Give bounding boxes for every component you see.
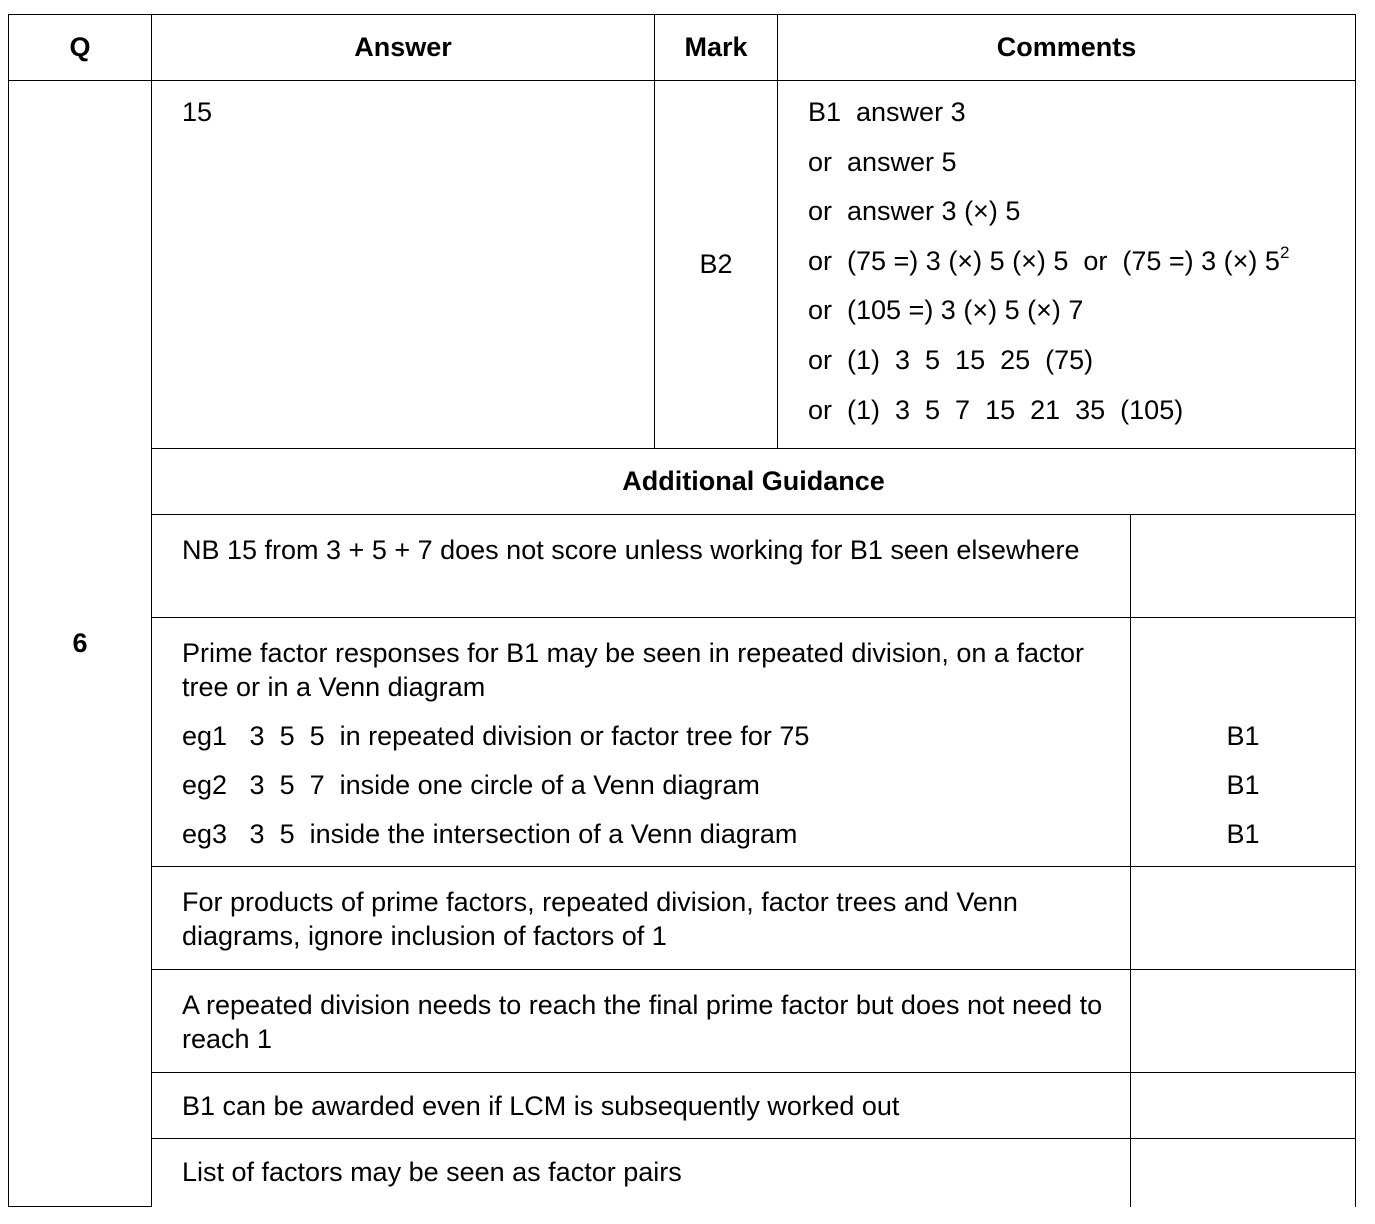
guidance-mark-empty xyxy=(1131,1073,1356,1139)
answer-row xyxy=(9,81,1356,449)
example-mark: B1 xyxy=(1226,770,1260,800)
mark-scheme-table xyxy=(8,14,1356,1207)
answer-cell: 15 xyxy=(152,81,655,449)
guidance-example-marks xyxy=(1131,618,1356,867)
guidance-header-row xyxy=(9,449,1356,515)
guidance-row xyxy=(9,970,1356,1073)
question-number: 6 xyxy=(9,81,152,1207)
comment-line: or (1) 3 5 7 15 21 35 (105) xyxy=(808,394,1184,425)
guidance-prime-factor-intro: Prime factor responses for B1 may be seen in repeated division, on a factor tree or in a Venn diagram xyxy=(182,638,1084,702)
guidance-mark-empty xyxy=(1131,970,1356,1073)
comment-line: or answer 3 (×) 5 xyxy=(808,196,1021,227)
mark-cell: B2 xyxy=(655,81,778,449)
guidance-nb: NB 15 from 3 + 5 + 7 does not score unless working for B1 seen elsewhere xyxy=(152,515,1131,618)
comment-line-with-power xyxy=(808,244,1355,294)
comment-superscript: 2 xyxy=(1279,242,1290,262)
header-comments: Comments xyxy=(778,15,1356,81)
example-mark: B1 xyxy=(1226,819,1260,849)
header-answer: Answer xyxy=(152,15,655,81)
guidance-row xyxy=(9,867,1356,970)
guidance-example: eg2 3 5 7 inside one circle of a Venn diagram xyxy=(182,770,760,800)
comment-line: B1 answer 3 xyxy=(808,97,966,127)
guidance-lcm-note: B1 can be awarded even if LCM is subsequently worked out xyxy=(152,1073,1131,1139)
guidance-example: eg3 3 5 inside the intersection of a Venn diagram xyxy=(182,819,798,849)
guidance-mark-empty xyxy=(1131,867,1356,970)
comment-line: or (105 =) 3 (×) 5 (×) 7 xyxy=(808,295,1084,326)
example-mark: B1 xyxy=(1226,721,1260,751)
header-row xyxy=(9,15,1356,81)
guidance-products-note: For products of prime factors, repeated division, factor trees and Venn diagrams, ignore inclusion of factors of 1 xyxy=(152,867,1131,970)
guidance-row xyxy=(9,515,1356,618)
guidance-mark-empty xyxy=(1131,515,1356,618)
guidance-example: eg1 3 5 5 in repeated division or factor tree for 75 xyxy=(182,721,810,751)
comment-line-text: or (75 =) 3 (×) 5 (×) 5 or (75 =) 3 (×) 5 xyxy=(808,245,1280,276)
additional-guidance-title: Additional Guidance xyxy=(152,449,1356,515)
header-q: Q xyxy=(9,15,152,81)
comment-line: or answer 5 xyxy=(808,146,957,177)
guidance-factor-pairs-note: List of factors may be seen as factor pairs xyxy=(152,1139,1131,1207)
guidance-prime-factors xyxy=(152,618,1131,867)
guidance-row xyxy=(9,618,1356,867)
guidance-row xyxy=(9,1139,1356,1207)
comment-line: or (1) 3 5 15 25 (75) xyxy=(808,344,1094,375)
guidance-repeated-division-note: A repeated division needs to reach the final prime factor but does not need to reach 1 xyxy=(152,970,1131,1073)
header-mark: Mark xyxy=(655,15,778,81)
comments-cell xyxy=(778,81,1356,449)
guidance-mark-empty xyxy=(1131,1139,1356,1207)
guidance-row xyxy=(9,1073,1356,1139)
